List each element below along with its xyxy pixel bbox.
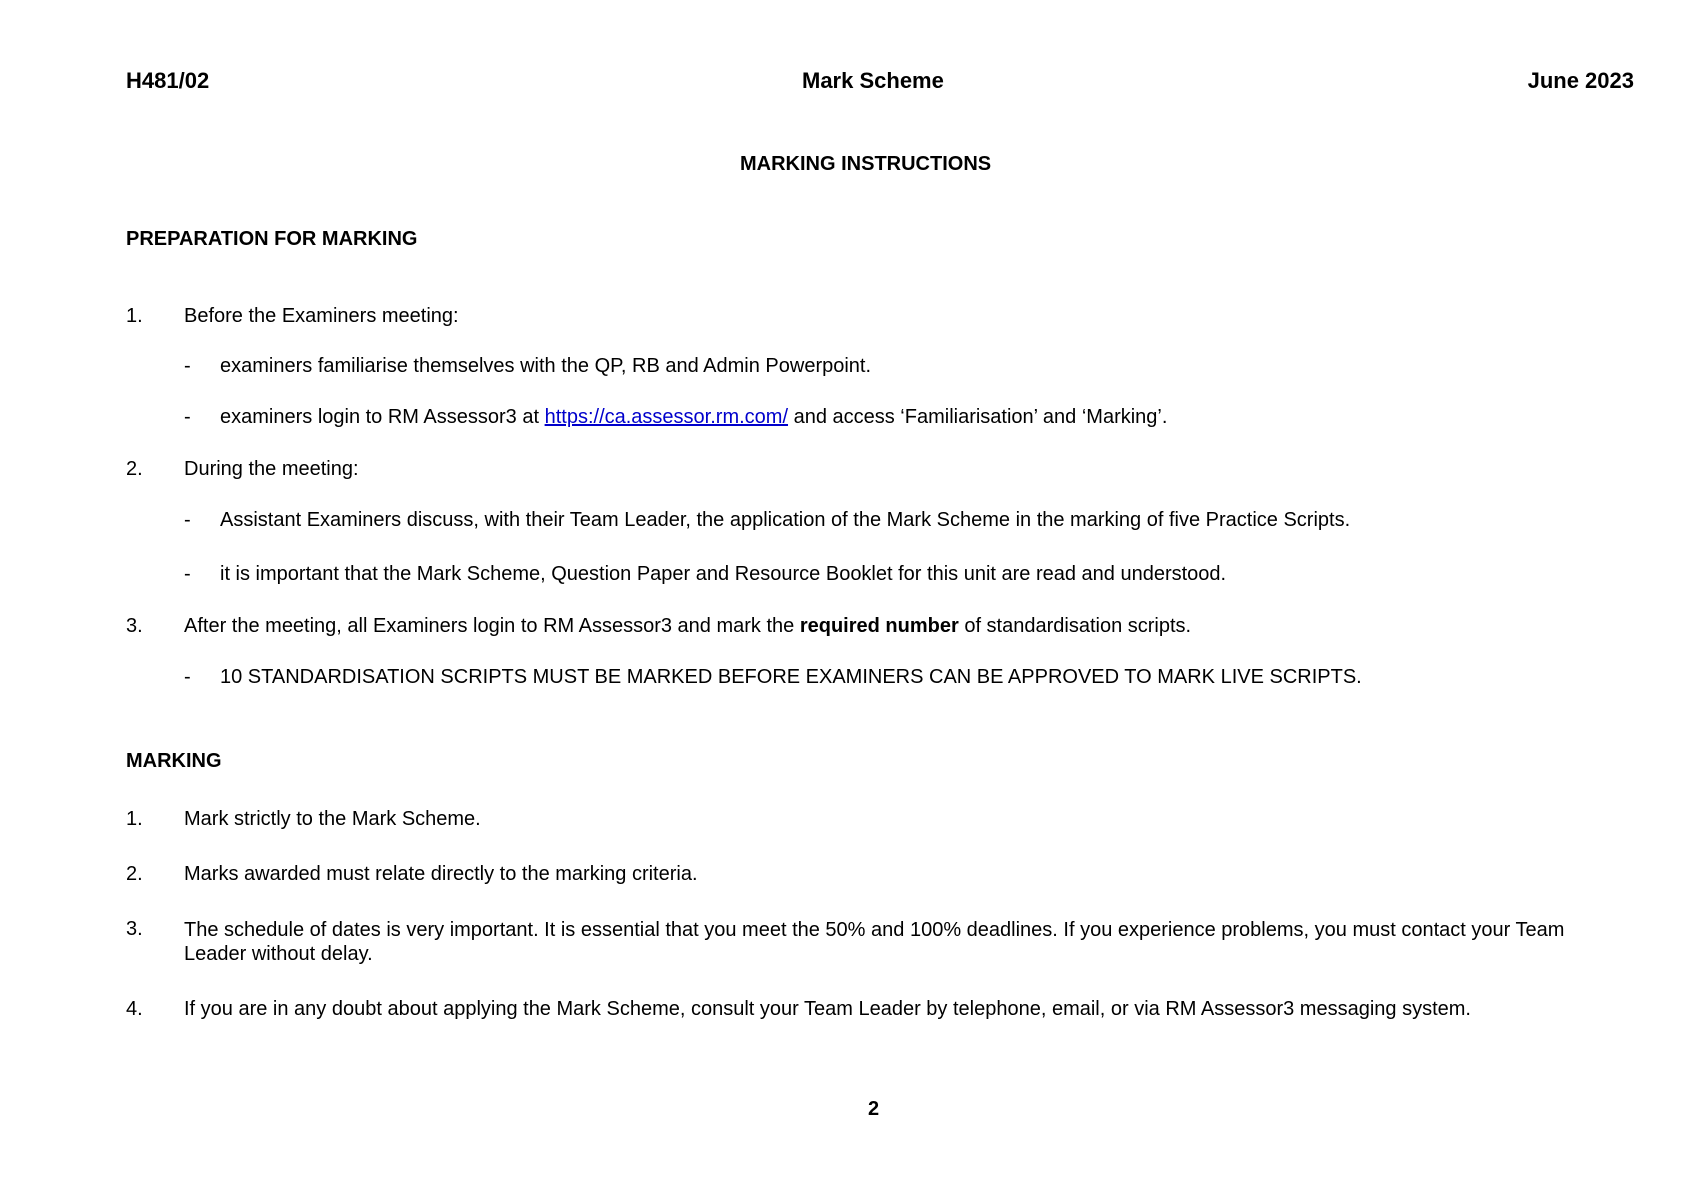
- header-doc-title: Mark Scheme: [802, 68, 944, 93]
- marking-item-text: If you are in any doubt about applying the Mark Scheme, consult your Team Leader by telephone, email, or via RM Assessor3 messaging system.: [184, 998, 1471, 1020]
- prep-item-text: Before the Examiners meeting:: [184, 305, 459, 327]
- marking-item-number: 3.: [126, 918, 143, 940]
- bullet-text-post: and access ‘Familiarisation’ and ‘Marking’.: [788, 406, 1168, 428]
- bullet-dash: -: [184, 509, 191, 531]
- prep-item-text: During the meeting:: [184, 458, 359, 480]
- page-number: 2: [868, 1098, 880, 1120]
- bullet-text-pre: examiners login to RM Assessor3 at: [220, 406, 545, 428]
- bullet-dash: -: [184, 406, 191, 428]
- prep-item-text-post: of standardisation scripts.: [958, 615, 1192, 637]
- page-title: MARKING INSTRUCTIONS: [740, 153, 992, 175]
- bullet-text: Assistant Examiners discuss, with their Team Leader, the application of the Mark Scheme in the marking of five Practice Scripts.: [220, 509, 1351, 531]
- section-heading-preparation: PREPARATION FOR MARKING: [126, 228, 418, 250]
- marking-item-number: 4.: [126, 998, 143, 1020]
- bullet-dash: -: [184, 355, 191, 377]
- prep-item-text-pre: After the meeting, all Examiners login to RM Assessor3 and mark the: [184, 615, 800, 637]
- prep-item-number: 3.: [126, 615, 143, 637]
- prep-item-number: 2.: [126, 458, 143, 480]
- marking-item-number: 2.: [126, 863, 143, 885]
- marking-item-text: The schedule of dates is very important. It is essential that you meet the 50% and 100% deadlines. If you experience problems, you must contact your Team Leader without delay.: [184, 919, 1565, 965]
- bullet-dash: -: [184, 666, 191, 688]
- prep-item-text-bold: required number: [799, 615, 959, 637]
- header-paper-code: H481/02: [126, 68, 210, 93]
- section-heading-marking: MARKING: [126, 750, 222, 772]
- assessor-link[interactable]: https://ca.assessor.rm.com/: [544, 406, 789, 428]
- header-session: June 2023: [1527, 68, 1634, 93]
- marking-item-text: Marks awarded must relate directly to the marking criteria.: [184, 863, 698, 885]
- prep-item-text: [184, 615, 1191, 638]
- bullet-dash: -: [184, 563, 191, 585]
- bullet-text: examiners familiarise themselves with the QP, RB and Admin Powerpoint.: [220, 355, 872, 377]
- marking-item-text: Mark strictly to the Mark Scheme.: [184, 808, 481, 830]
- prep-item-number: 1.: [126, 305, 143, 327]
- bullet-text: 10 STANDARDISATION SCRIPTS MUST BE MARKED BEFORE EXAMINERS CAN BE APPROVED TO MARK LIVE SCRIPTS.: [220, 666, 1362, 688]
- marking-item-number: 1.: [126, 808, 143, 830]
- bullet-text-with-link: [220, 406, 1167, 429]
- bullet-text: it is important that the Mark Scheme, Question Paper and Resource Booklet for this unit are read and understood.: [220, 563, 1227, 585]
